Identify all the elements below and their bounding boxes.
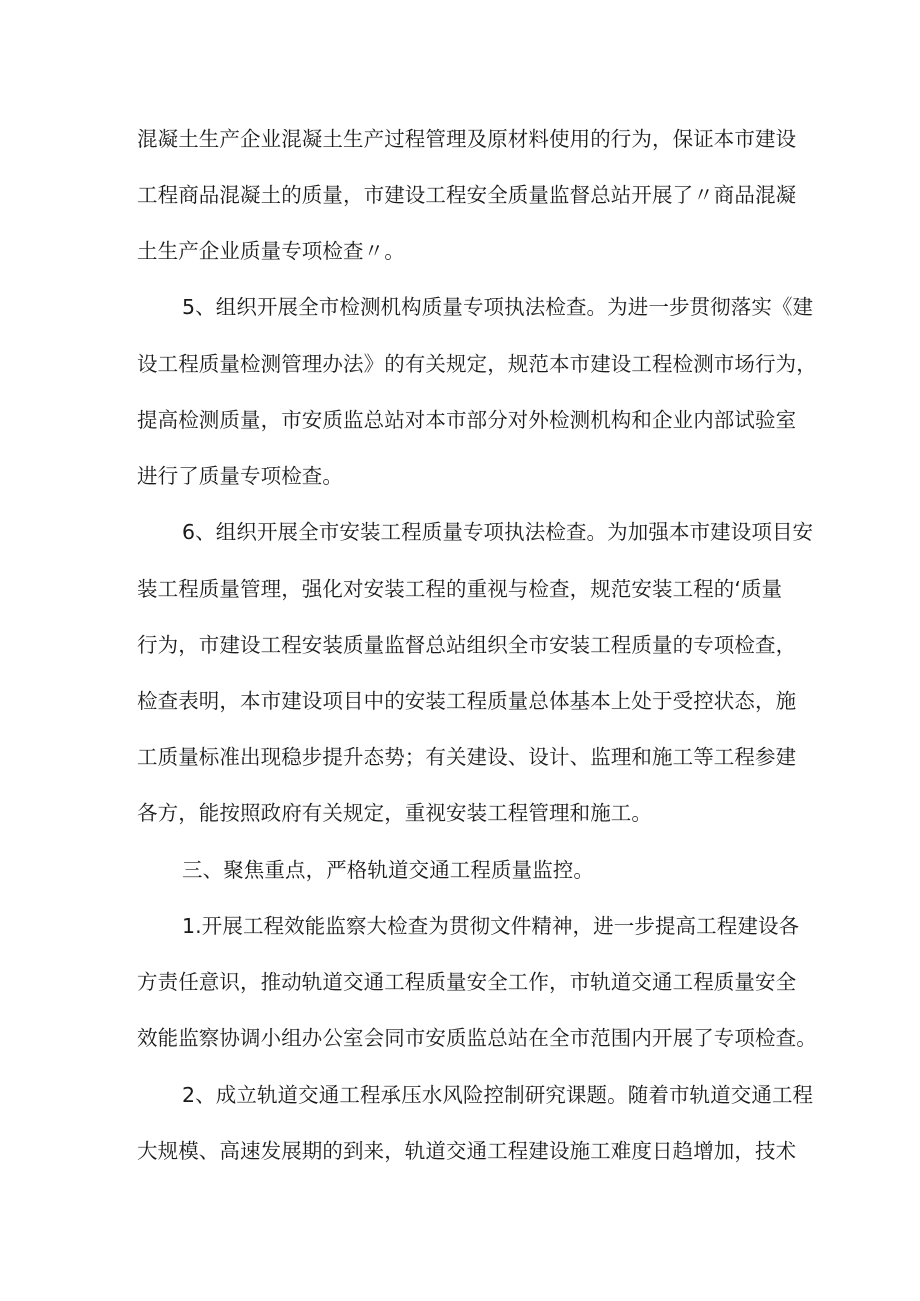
paragraph-line: 方责任意识，推动轨道交通工程质量安全工作，市轨道交通工程质量安全 xyxy=(137,970,797,994)
paragraph-line: 工质量标准出现稳步提升态势；有关建设、设计、监理和施工等工程参建 xyxy=(137,745,797,769)
paragraph-line: 行为，市建设工程安装质量监督总站组织全市安装工程质量的专项检查， xyxy=(137,633,797,657)
paragraph-line: 装工程质量管理，强化对安装工程的重视与检查，规范安装工程的‘质量 xyxy=(137,577,783,601)
paragraph-line: 混凝土生产企业混凝土生产过程管理及原材料使用的行为，保证本市建设 xyxy=(137,127,797,151)
paragraph-line: 工程商品混凝土的质量，市建设工程安全质量监督总站开展了〃商品混凝 xyxy=(137,183,797,207)
paragraph-line: 检查表明，本市建设项目中的安装工程质量总体基本上处于受控状态，施 xyxy=(137,689,797,713)
paragraph-line: 2、成立轨道交通工程承压水风险控制研究课题。随着市轨道交通工程 xyxy=(182,1083,814,1107)
section-heading: 三、聚焦重点，严格轨道交通工程质量监控。 xyxy=(182,858,594,882)
paragraph-line: 提高检测质量，市安质监总站对本市部分对外检测机构和企业内部试验室 xyxy=(137,408,797,432)
paragraph-line: 土生产企业质量专项检查〃。 xyxy=(137,239,405,263)
paragraph-line: 设工程质量检测管理办法》的有关规定，规范本市建设工程检测市场行为， xyxy=(137,352,817,376)
paragraph-line: 6、组织开展全市安装工程质量专项执法检查。为加强本市建设项目安 xyxy=(182,520,814,544)
paragraph-line: 1.开展工程效能监察大检查为贯彻文件精神，进一步提高工程建设各 xyxy=(182,914,800,938)
paragraph-line: 效能监察协调小组办公室会同市安质监总站在全市范围内开展了专项检查。 xyxy=(137,1026,817,1050)
paragraph-line: 进行了质量专项检查。 xyxy=(137,464,343,488)
paragraph-line: 各方，能按照政府有关规定，重视安装工程管理和施工。 xyxy=(137,801,652,825)
paragraph-line: 大规模、高速发展期的到来，轨道交通工程建设施工难度日趋增加，技术 xyxy=(137,1139,797,1163)
paragraph-line: 5、组织开展全市检测机构质量专项执法检查。为进一步贯彻落实《建 xyxy=(182,295,814,319)
